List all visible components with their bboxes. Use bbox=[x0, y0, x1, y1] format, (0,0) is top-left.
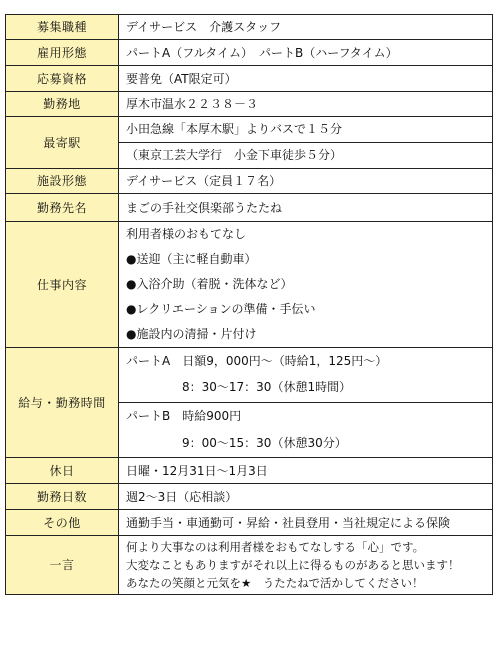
qualification-label: 応募資格 bbox=[6, 66, 119, 92]
row-message bbox=[6, 536, 493, 595]
pay-details bbox=[119, 349, 492, 457]
employment-label: 雇用形態 bbox=[6, 40, 119, 66]
station-line-1: 小田急線「本厚木駅」よりバスで１５分 bbox=[126, 122, 343, 136]
row-location bbox=[6, 92, 493, 117]
duties-line: ●レクリエーションの準備・手伝い bbox=[126, 302, 316, 316]
message-lines bbox=[126, 538, 492, 592]
workdays-label: 勤務日数 bbox=[6, 484, 119, 510]
message-line: あなたの笑顔と元気を★ うたたねで活かしてください！ bbox=[126, 576, 424, 590]
pay-b-rate: パートB 時給900円 bbox=[119, 402, 492, 429]
row-employment bbox=[6, 40, 493, 66]
row-job-type bbox=[6, 15, 493, 40]
row-qualification bbox=[6, 66, 493, 92]
job-type-label: 募集職種 bbox=[6, 15, 119, 40]
workdays-value: 週2～3日（応相談） bbox=[119, 484, 493, 510]
location-label: 勤務地 bbox=[6, 92, 119, 117]
holidays-value: 日曜・12月31日～1月3日 bbox=[119, 458, 493, 484]
job-posting-table bbox=[5, 14, 493, 595]
row-workplace bbox=[6, 194, 493, 222]
station-label: 最寄駅 bbox=[6, 117, 119, 169]
other-value: 通勤手当・車通勤可・昇給・社員登用・当社規定による保険 bbox=[119, 510, 493, 536]
location-value: 厚木市温水２２３８－３ bbox=[119, 92, 493, 117]
message-line: 大変なこともありますがそれ以上に得るものがあると思います！ bbox=[126, 558, 460, 572]
row-duties bbox=[6, 222, 493, 348]
row-workdays bbox=[6, 484, 493, 510]
duties-list bbox=[126, 222, 492, 347]
pay-b-hours: 9：00～15：30（休憩30分） bbox=[182, 435, 347, 450]
duties-line: 利用者様のおもてなし bbox=[126, 227, 247, 241]
other-label: その他 bbox=[6, 510, 119, 536]
duties-label: 仕事内容 bbox=[6, 222, 119, 348]
workplace-value: まごの手社交倶楽部うたたね bbox=[119, 194, 493, 222]
station-lines bbox=[119, 117, 492, 168]
row-facility bbox=[6, 169, 493, 194]
pay-label: 給与・勤務時間 bbox=[6, 348, 119, 458]
row-pay bbox=[6, 348, 493, 458]
workplace-label: 勤務先名 bbox=[6, 194, 119, 222]
message-line: 何より大事なのは利用者様をおもてなしする「心」です。 bbox=[126, 540, 425, 554]
row-other bbox=[6, 510, 493, 536]
station-line-2: （東京工芸大学行 小金下車徒歩５分） bbox=[119, 142, 492, 168]
facility-value: デイサービス（定員１７名） bbox=[119, 169, 493, 194]
holidays-label: 休日 bbox=[6, 458, 119, 484]
duties-line: ●入浴介助（着脱・洗体など） bbox=[126, 277, 293, 291]
row-holidays bbox=[6, 458, 493, 484]
job-type-value: デイサービス 介護スタッフ bbox=[119, 15, 493, 40]
qualification-value: 要普免（AT限定可） bbox=[119, 66, 493, 92]
pay-a-rate: パートA 日額9，000円～（時給1，125円～） bbox=[126, 353, 388, 368]
pay-a-hours: 8：30～17：30（休憩1時間） bbox=[182, 379, 352, 394]
facility-label: 施設形態 bbox=[6, 169, 119, 194]
duties-line: ●送迎（主に軽自動車） bbox=[126, 252, 257, 266]
row-station bbox=[6, 117, 493, 169]
message-label: 一言 bbox=[6, 536, 119, 595]
duties-line: ●施設内の清掃・片付け bbox=[126, 327, 257, 341]
employment-value: パートA（フルタイム） パートB（ハーフタイム） bbox=[119, 40, 493, 66]
